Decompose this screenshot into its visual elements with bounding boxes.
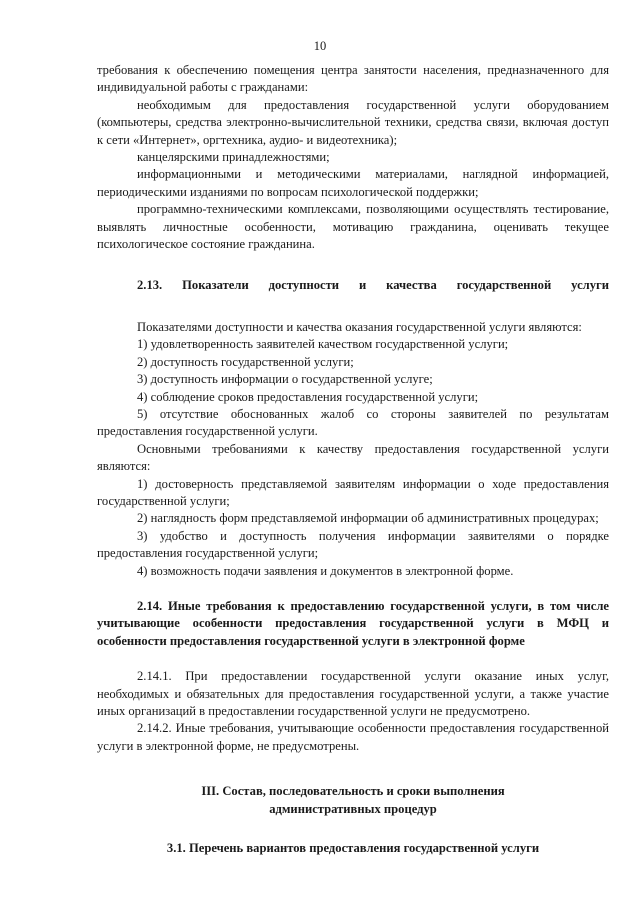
section-heading: 2.14. Иные требования к предоставлению государственной услуги, в том числе учитывающие особенности предоставления государственной услуги в МФЦ и особенности предоставления государственной услуги в электронной форме: [97, 598, 609, 648]
paragraph: Основными требованиями к качеству предоставления государственной услуги являются:: [97, 441, 609, 474]
chapter-title-line: административных процедур: [269, 801, 437, 816]
list-item: 1) удовлетворенность заявителей качеством государственной услуги;: [137, 337, 509, 352]
paragraph: программно-техническими комплексами, позволяющими осуществлять тестирование, выявлять личностные особенности, мотивацию гражданина, оценивать текущее психологическое состояние гражданина.: [97, 202, 609, 252]
paragraph: канцелярскими принадлежностями;: [137, 150, 330, 165]
paragraph: 2.14.2. Иные требования, учитывающие особенности предоставления государственной услуги в электронной форме, не предусмотрены.: [97, 721, 609, 753]
page-number: 10: [313, 39, 327, 53]
paragraph: требования к обеспечению помещения центра занятости населения, предназначенного для индивидуальной работы с гражданами:: [97, 63, 609, 95]
section-heading: 2.13. Показатели доступности и качества государственной услуги: [137, 278, 609, 293]
list-item: 5) отсутствие обоснованных жалоб со стороны заявителей по результатам предоставления государственной услуги.: [97, 406, 609, 439]
paragraph: Показателями доступности и качества оказания государственной услуги являются:: [137, 319, 582, 334]
chapter-title-line: III. Состав, последовательность и сроки выполнения: [201, 784, 505, 799]
section-heading: 3.1. Перечень вариантов предоставления государственной услуги: [166, 841, 540, 856]
list-item: 4) соблюдение сроков предоставления государственной услуги;: [137, 389, 479, 404]
list-item: 2) доступность государственной услуги;: [137, 354, 354, 369]
list-item: 4) возможность подачи заявления и документов в электронной форме.: [137, 563, 514, 578]
list-item: 2) наглядность форм представляемой информации об административных процедурах;: [137, 511, 599, 526]
paragraph: информационными и методическими материалами, наглядной информацией, периодическими изданиями по вопросам психологической поддержки;: [97, 167, 609, 199]
list-item: 3) удобство и доступность получения информации заявителями о порядке предоставления государственной услуги;: [97, 528, 609, 561]
list-item: 1) достоверность представляемой заявителям информации о ходе предоставления государственной услуги;: [97, 476, 609, 508]
list-item: 3) доступность информации о государственной услуге;: [137, 372, 433, 387]
paragraph: 2.14.1. При предоставлении государственной услуги оказание иных услуг, необходимых и обязательных для предоставления государственной услуги, а также участие иных организаций в предоставлении государственной услуги не предусмотрено.: [97, 669, 609, 718]
page-body: [97, 62, 609, 857]
paragraph: необходимым для предоставления государственной услуги оборудованием (компьютеры, средства электронно-вычислительной техники, средства связи, включая доступ к сети «Интернет», оргтехника, аудио- и видеотехника);: [97, 97, 609, 147]
